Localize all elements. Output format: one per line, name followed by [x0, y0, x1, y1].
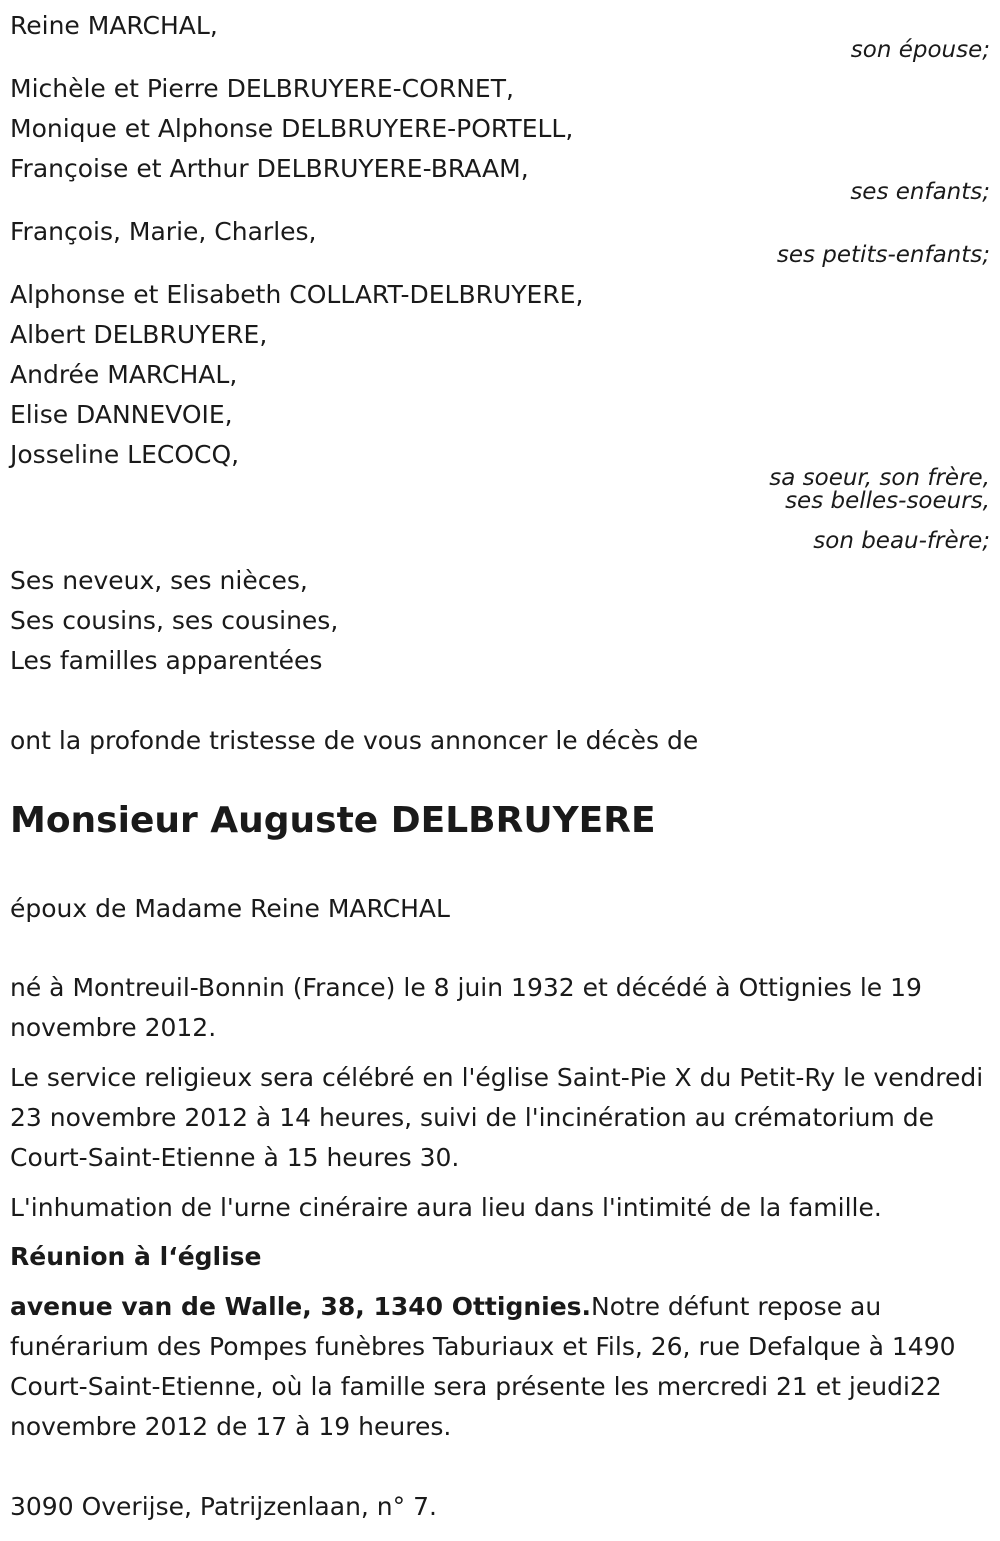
birth-death-paragraph: né à Montreuil-Bonnin (France) le 8 juin 1932 et décédé à Ottignies le 19 novembre 2012. [10, 973, 922, 1042]
grandchildren-role: ses petits-enfants; [776, 242, 990, 268]
others-line-3: Les familles apparentées [10, 646, 323, 675]
sibling-name-2: Albert DELBRUYERE, [10, 320, 268, 349]
deceased-name: Monsieur Auguste DELBRUYERE [10, 800, 656, 841]
others-line-2: Ses cousins, ses cousines, [10, 606, 339, 635]
sibling-name-4: Elise DANNEVOIE, [10, 400, 233, 429]
grandchildren-names: François, Marie, Charles, [10, 217, 317, 246]
home-address: 3090 Overijse, Patrijzenlaan, n° 7. [10, 1492, 437, 1521]
sibling-name-3: Andrée MARCHAL, [10, 360, 238, 389]
announcement-text: ont la profonde tristesse de vous annoncer le décès de [10, 726, 699, 755]
burial-paragraph: L'inhumation de l'urne cinéraire aura lieu dans l'intimité de la famille. [10, 1193, 882, 1222]
children-role: ses enfants; [850, 179, 990, 205]
sibling-name-1: Alphonse et Elisabeth COLLART-DELBRUYERE, [10, 280, 584, 309]
siblings-role-2: ses belles-soeurs, [785, 488, 990, 514]
child-name-1: Michèle et Pierre DELBRUYERE-CORNET, [10, 74, 514, 103]
funerarium-text: Notre défunt repose au funérarium des Pompes funèbres Taburiaux et Fils, 26, rue Defalque à 1490 Court-Saint-Etienne, où la famille sera présente les mercredi 21 et jeudi22 novembre 2012 de 17 à 19 heures. [10, 1292, 956, 1441]
service-paragraph: Le service religieux sera célébré en l'église Saint-Pie X du Petit-Ry le vendredi 23 novembre 2012 à 14 heures, suivi de l'incinération au crématorium de Court-Saint-Etienne à 15 heures 30. [10, 1063, 984, 1172]
church-address: avenue van de Walle, 38, 1340 Ottignies. [10, 1292, 592, 1321]
others-line-1: Ses neveux, ses nièces, [10, 566, 308, 595]
child-name-3: Françoise et Arthur DELBRUYERE-BRAAM, [10, 154, 529, 183]
funerarium-paragraph [10, 1287, 985, 1447]
sibling-name-5: Josseline LECOCQ, [10, 440, 240, 469]
meeting-heading: Réunion à l‘église [10, 1242, 262, 1271]
siblings-role-3: son beau-frère; [813, 528, 990, 554]
spouse-role: son épouse; [850, 37, 990, 63]
siblings-role-1: sa soeur, son frère, [769, 465, 990, 491]
child-name-2: Monique et Alphonse DELBRUYERE-PORTELL, [10, 114, 574, 143]
spouse-name: Reine MARCHAL, [10, 11, 218, 40]
spouse-of-text: époux de Madame Reine MARCHAL [10, 894, 450, 923]
